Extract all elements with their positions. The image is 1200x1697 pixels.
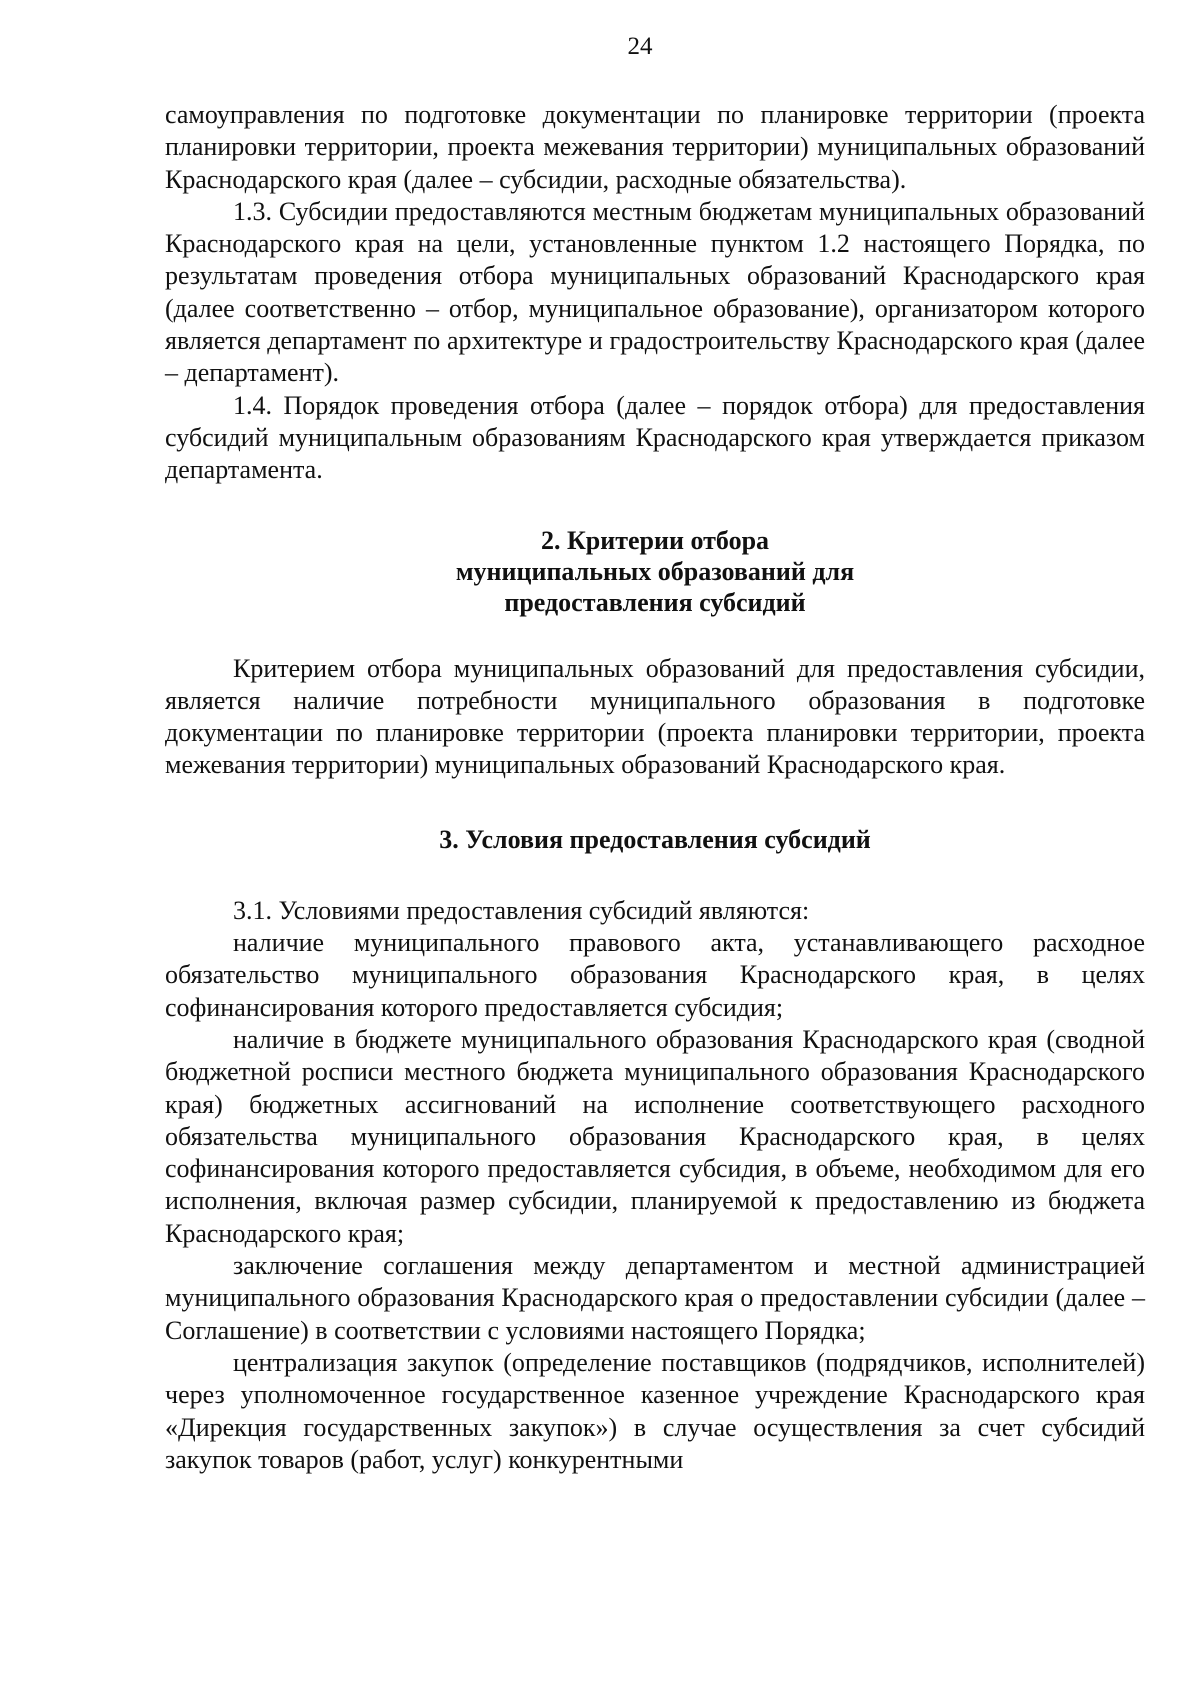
condition-2: наличие в бюджете муниципального образования Краснодарского края (сводной бюджетной росписи местного бюджета муниципального образования Краснодарского края) бюджетных ассигнований на исполнение соответствующего расходного обязательства муниципального образования Краснодарского края, в целях софинансирования которого предоставляется субсидия, в объеме, необходимом для его исполнения, включая размер субсидии, планируемой к предоставлению из бюджета Краснодарского края; (165, 1024, 1145, 1248)
paragraph-1-4: 1.4. Порядок проведения отбора (далее – порядок отбора) для предоставления субсидий муниципальным образованиям Краснодарского края утверждается приказом департамента. (165, 390, 1145, 485)
section-3-title: 3. Условия предоставления субсидий (439, 824, 871, 854)
section-2-title-line-1: 2. Критерии отбора (540, 525, 770, 555)
section-2-title-line-3: предоставления субсидий (504, 587, 806, 617)
section-2-body: Критерием отбора муниципальных образований для предоставления субсидии, является наличие потребности муниципального образования в подготовке документации по планировке территории (проекта планировки территории, проекта межевания территории) муниципальных образований Краснодарского края. (165, 653, 1145, 780)
paragraph-3-1: 3.1. Условиями предоставления субсидий являются: (233, 895, 810, 925)
section-2-title-line-2: муниципальных образований для (455, 556, 855, 586)
paragraph-continuation: самоуправления по подготовке документации по планировке территории (проекта планировки территории, проекта межевания территории) муниципальных образований Краснодарского края (далее – субсидии, расходные обязательства). (165, 100, 1145, 194)
section-2-heading (165, 525, 1145, 618)
condition-4: централизация закупок (определение поставщиков (подрядчиков, исполнителей) через уполномоченное государственное казенное учреждение Краснодарского края «Дирекция государственных закупок») в случае осуществления за счет субсидий закупок товаров (работ, услуг) конкурентными (165, 1347, 1145, 1474)
paragraph-1-3: 1.3. Субсидии предоставляются местным бюджетам муниципальных образований Краснодарского края на цели, установленные пунктом 1.2 настоящего Порядка, по результатам проведения отбора муниципальных образований Краснодарского края (далее соответственно – отбор, муниципальное образование), организатором которого является департамент по архитектуре и градостроительству Краснодарского края (далее – департамент). (165, 196, 1145, 388)
document-body (165, 99, 1145, 1476)
condition-3: заключение соглашения между департаментом и местной администрацией муниципального образования Краснодарского края о предоставлении субсидии (далее – Соглашение) в соответствии с условиями настоящего Порядка; (165, 1251, 1145, 1345)
page-number: 24 (627, 33, 653, 60)
condition-1: наличие муниципального правового акта, устанавливающего расходное обязательство муниципального образования Краснодарского края, в целях софинансирования которого предоставляется субсидия; (165, 928, 1145, 1022)
